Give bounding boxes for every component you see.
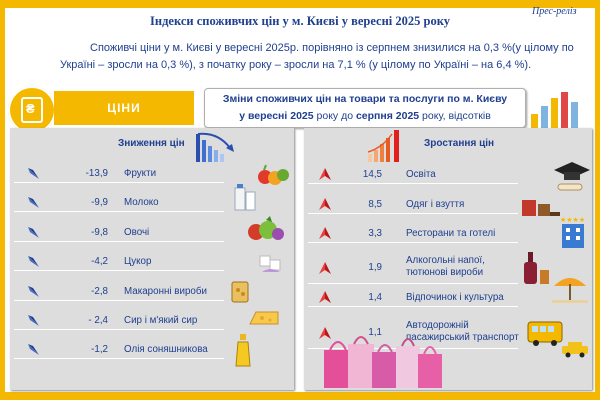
down-arrow-icon xyxy=(26,284,40,298)
increase-title: Зростання цін xyxy=(424,138,495,149)
page-title: Індекси споживчих цін у м. Києві у вересні 2025 року xyxy=(150,14,450,28)
growth-chart-icon xyxy=(525,84,593,134)
increase-row xyxy=(308,289,518,307)
increase-label: Алкогольні напої, тютюнові вироби xyxy=(406,255,485,278)
wine-bottle-icon xyxy=(520,250,552,286)
beach-umbrella-icon xyxy=(550,270,590,304)
increase-value: 1,9 xyxy=(368,262,382,273)
decrease-title: Зниження цін xyxy=(118,138,185,149)
decrease-label: Молоко xyxy=(124,197,159,208)
taxi-icon xyxy=(560,340,590,358)
down-arrow-icon xyxy=(26,195,40,209)
increase-value: 1,4 xyxy=(368,292,382,303)
increase-label: Одяг і взуття xyxy=(406,199,465,210)
fruits-icon xyxy=(256,162,290,188)
price-document-icon xyxy=(8,86,56,134)
intro-paragraph: Споживчі ціни у м. Києві у вересні 2025р. порівняно із серпнем знизилися на 0,3 %(у цілому по Україні – зросли на 0,3 %), з початку року – зросли на 7,1 % (у цілому по Україні – на 6,4 %). xyxy=(60,42,574,71)
decrease-row xyxy=(14,165,224,183)
decrease-row xyxy=(14,283,224,301)
banner-line1: Зміни споживчих цін на товари та послуги по м. Києву xyxy=(222,93,508,105)
increase-label: Ресторани та готелі xyxy=(406,228,496,239)
decrease-label: Сир і м'який сир xyxy=(124,315,198,326)
falling-chart-icon xyxy=(192,130,242,164)
increase-label: Автодорожній пасажирський транспорт xyxy=(406,320,519,343)
increase-row xyxy=(308,196,518,214)
pasta-icon xyxy=(228,278,254,304)
milk-icon xyxy=(232,182,258,212)
prices-tab[interactable]: ЦІНИ xyxy=(54,91,194,125)
decrease-row xyxy=(14,312,224,330)
decrease-value: - 2,4 xyxy=(88,315,108,326)
increase-value: 1,1 xyxy=(368,327,382,338)
up-arrow-icon xyxy=(318,167,332,181)
svg-text:★★★★: ★★★★ xyxy=(560,216,586,224)
vegetables-icon xyxy=(246,214,286,244)
decrease-row xyxy=(14,253,224,271)
decrease-row xyxy=(14,194,224,212)
up-arrow-icon xyxy=(318,197,332,211)
down-arrow-icon xyxy=(26,313,40,327)
decrease-label: Овочі xyxy=(124,227,150,238)
right-border xyxy=(595,8,600,392)
cheese-icon xyxy=(248,306,282,328)
decrease-row xyxy=(14,341,224,359)
increase-label: Освіта xyxy=(406,169,436,180)
decrease-label: Цукор xyxy=(124,256,152,267)
shopping-bags-icon xyxy=(320,322,446,390)
decrease-label: Фрукти xyxy=(124,168,157,179)
decrease-label: Олія соняшникова xyxy=(124,344,208,355)
decrease-row xyxy=(14,224,224,242)
rising-chart-icon xyxy=(364,128,408,164)
section-banner xyxy=(204,88,526,128)
up-arrow-icon xyxy=(318,290,332,304)
banner-period-current: у вересні 2025 xyxy=(239,110,314,122)
bottom-stripe xyxy=(0,392,600,400)
sugar-icon xyxy=(256,248,284,274)
hotel-icon xyxy=(556,214,590,250)
increase-row xyxy=(308,166,518,184)
up-arrow-icon xyxy=(318,226,332,240)
increase-value: 14,5 xyxy=(362,169,382,180)
down-arrow-icon xyxy=(26,342,40,356)
banner-period-base: серпня 2025 xyxy=(355,110,420,122)
increase-row xyxy=(308,225,518,243)
increase-value: 3,3 xyxy=(368,228,382,239)
banner-connector: року до xyxy=(313,110,356,122)
down-arrow-icon xyxy=(26,166,40,180)
down-arrow-icon xyxy=(26,225,40,239)
top-stripe xyxy=(0,0,600,8)
increase-label: Відпочинок і культура xyxy=(406,292,504,303)
decrease-value: -4,2 xyxy=(91,256,108,267)
decrease-label: Макаронні вироби xyxy=(124,286,207,297)
increase-row xyxy=(308,253,518,284)
left-border xyxy=(0,8,5,392)
press-release-label: Прес-реліз xyxy=(532,6,577,17)
decrease-value: -9,9 xyxy=(91,197,108,208)
down-arrow-icon xyxy=(26,254,40,268)
oil-bottle-icon xyxy=(232,332,254,368)
decrease-value: -9,8 xyxy=(91,227,108,238)
up-arrow-icon xyxy=(318,261,332,275)
banner-unit: року, відсотків xyxy=(419,110,491,122)
increase-value: 8,5 xyxy=(368,199,382,210)
graduation-icon xyxy=(550,160,592,194)
decrease-value: -2,8 xyxy=(91,286,108,297)
decrease-value: -13,9 xyxy=(85,168,108,179)
decrease-value: -1,2 xyxy=(91,344,108,355)
